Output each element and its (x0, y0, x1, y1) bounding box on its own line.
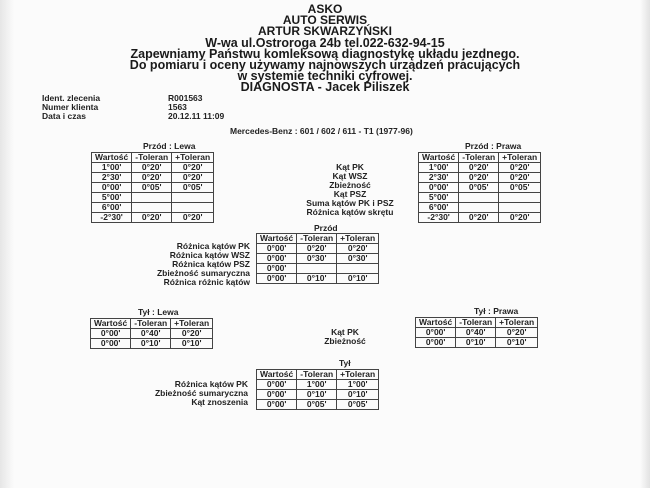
table-row: 1°00' 0°20' 0°20' (92, 163, 214, 173)
diagnost-name: DIAGNOSTA - Jacek Piliszek (240, 80, 410, 94)
company-address: W-wa ul.Ostroroga 24b tel.022-632-94-15 (205, 36, 445, 50)
meta-label: Numer klienta (42, 102, 99, 112)
col-value: Wartość (92, 153, 132, 163)
col-plus-tolerance: +Toleran (496, 318, 538, 328)
front-right-table (418, 152, 541, 223)
front-label-zbieznosc: Zbieżność (329, 180, 371, 190)
slogan-line-1: Zapewniamy Państwu komleksową diagnostykę układu jezdnego. (130, 47, 520, 61)
company-owner: ARTUR SKWARZYŃSKI (258, 24, 392, 38)
col-minus-tolerance: -Toleran (459, 153, 499, 163)
rear-axle-caption: Tył (339, 358, 351, 368)
meta-label: Data i czas (42, 111, 86, 121)
front-label-suma-katow: Suma kątów PK i PSZ (306, 198, 394, 208)
table-row: 6°00' (92, 203, 214, 213)
rear-left-table (90, 318, 213, 349)
table-row: 1°00' 0°20' 0°20' (419, 163, 541, 173)
meta-label: Ident. zlecenia (42, 93, 101, 103)
rear-left-caption: Tył : Lewa (138, 307, 179, 317)
front-axle-caption: Przód (314, 223, 338, 233)
rear-axle-label-pk: Różnica kątów PK (174, 379, 248, 389)
meta-value: 20.12.11 11:09 (168, 111, 225, 121)
table-row: 0°00' 0°30' 0°30' (257, 254, 379, 264)
rear-axle-label-zbieznosc: Zbieżność sumaryczna (154, 388, 248, 398)
table-row: 0°00' 0°40' 0°20' (91, 329, 213, 339)
table-row: 0°00' 0°05' 0°05' (257, 400, 379, 410)
col-plus-tolerance: +Toleran (499, 153, 541, 163)
front-axle-table (256, 233, 379, 284)
front-axle-label-zbieznosc: Zbieżność sumaryczna (156, 268, 250, 278)
col-value: Wartość (91, 319, 131, 329)
col-value: Wartość (257, 234, 297, 244)
col-plus-tolerance: +Toleran (171, 319, 213, 329)
table-row: 0°00' 0°40' 0°20' (416, 328, 538, 338)
col-minus-tolerance: -Toleran (132, 153, 172, 163)
col-value: Wartość (419, 153, 459, 163)
front-right-caption: Przód : Prawa (465, 141, 522, 151)
meta-value: R001563 (168, 93, 203, 103)
meta-value: 1563 (168, 102, 187, 112)
col-minus-tolerance: -Toleran (131, 319, 171, 329)
table-row: 0°00' 0°05' 0°05' (419, 183, 541, 193)
col-plus-tolerance: +Toleran (337, 370, 379, 380)
vehicle-model: Mercedes-Benz : 601 / 602 / 611 - T1 (1977-96) (230, 126, 413, 136)
rear-label-zbieznosc: Zbieżność (324, 336, 366, 346)
front-left-table (91, 152, 214, 223)
table-row: 5°00' (92, 193, 214, 203)
table-row: 2°30' 0°20' 0°20' (92, 173, 214, 183)
rear-axle-label-kat-znoszenia: Kąt znoszenia (191, 397, 248, 407)
table-row: 0°00' 1°00' 1°00' (257, 380, 379, 390)
company-name: ASKO (307, 2, 343, 16)
meta-date-time (42, 111, 225, 121)
table-row: 0°00' 0°10' 0°10' (91, 339, 213, 349)
front-left-caption: Przód : Lewa (143, 141, 196, 151)
rear-right-table (415, 317, 538, 348)
front-axle-label-psz: Różnica kątów PSZ (172, 259, 250, 269)
col-minus-tolerance: -Toleran (456, 318, 496, 328)
table-row: 2°30' 0°20' 0°20' (419, 173, 541, 183)
front-label-kat-pk: Kąt PK (336, 162, 364, 172)
col-value: Wartość (416, 318, 456, 328)
front-label-kat-psz: Kąt PSZ (333, 189, 367, 199)
rear-axle-table (256, 369, 379, 410)
col-plus-tolerance: +Toleran (337, 234, 379, 244)
table-row: 0°00' (257, 264, 379, 274)
front-axle-label-wsz: Różnica kątów WSZ (169, 250, 250, 260)
col-plus-tolerance: +Toleran (172, 153, 214, 163)
col-minus-tolerance: -Toleran (297, 234, 337, 244)
col-value: Wartość (257, 370, 297, 380)
table-row: 0°00' 0°05' 0°05' (92, 183, 214, 193)
table-row: -2°30' 0°20' 0°20' (419, 213, 541, 223)
front-axle-label-pk: Różnica kątów PK (176, 241, 250, 251)
front-label-roznica-skretu: Różnica kątów skrętu (306, 207, 394, 217)
slogan-line-2: Do pomiaru i oceny używamy najnowszych urządzeń pracujących (129, 58, 521, 72)
col-minus-tolerance: -Toleran (297, 370, 337, 380)
table-row: 0°00' 0°10' 0°10' (257, 274, 379, 284)
table-row: 6°00' (419, 203, 541, 213)
front-axle-label-roznica-roznic: Różnica różnic kątów (163, 277, 250, 287)
table-row: 0°00' 0°10' 0°10' (416, 338, 538, 348)
slogan-line-3: w systemie techniki cyfrowej. (237, 69, 413, 83)
company-line-2: AUTO SERWIS (282, 13, 368, 27)
table-row: 0°00' 0°20' 0°20' (257, 244, 379, 254)
table-row: 0°00' 0°10' 0°10' (257, 390, 379, 400)
rear-label-kat-pk: Kąt PK (331, 327, 359, 337)
table-row: -2°30' 0°20' 0°20' (92, 213, 214, 223)
rear-right-caption: Tył : Prawa (474, 306, 519, 316)
table-row: 5°00' (419, 193, 541, 203)
front-label-kat-wsz: Kąt WSZ (332, 171, 368, 181)
